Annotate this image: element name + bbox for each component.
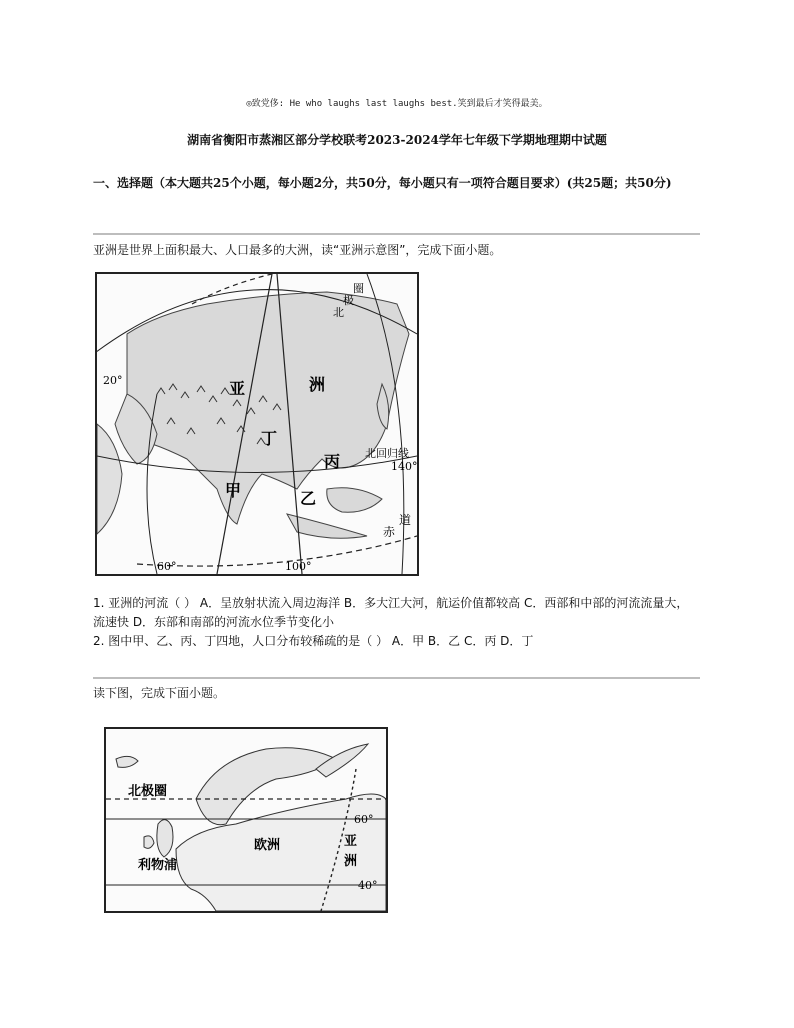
europe-map-graphic bbox=[106, 729, 386, 911]
ireland-landmass bbox=[144, 836, 154, 848]
africa-landmass bbox=[97, 424, 122, 534]
label-arctic-circle: 北极圈 bbox=[128, 784, 168, 799]
label-bing: 丙 bbox=[324, 452, 341, 471]
iceland-landmass bbox=[116, 756, 138, 767]
label-ya: 亚 bbox=[229, 379, 246, 398]
page-title: 湖南省衡阳市蒸湘区部分学校联考2023-2024学年七年级下学期地理期中试题 bbox=[187, 133, 607, 147]
divider bbox=[93, 677, 700, 679]
divider bbox=[93, 233, 700, 235]
lon-140-label: 140° bbox=[391, 460, 417, 473]
europe-map bbox=[104, 727, 388, 913]
group1-intro: 亚洲是世界上面积最大、人口最多的大洲，读“亚洲示意图”，完成下面小题。 bbox=[93, 243, 502, 257]
label-yi: 乙 bbox=[300, 489, 317, 508]
question-1: 1. 亚洲的河流（ ） A．呈放射状流入周边海洋 B．多大江大河，航运价值都较高 C．西部和中部的河流流量大，流速快 D．东部和南部的河流水位季节变化小 bbox=[93, 596, 689, 629]
header-motto: ◎致党侈: He who laughs last laughs best.笑到最后才笑得最美。 bbox=[246, 99, 548, 109]
section-heading: 一、选择题（本大题共25个小题，每小题2分，共50分，每小题只有一项符合题目要求）(共25题；共50分) bbox=[93, 176, 672, 190]
question-2: 2. 图中甲、乙、丙、丁四地，人口分布较稀疏的是（ ） A．甲 B．乙 C．丙 D．丁 bbox=[93, 634, 534, 648]
label-quan: 圈 bbox=[353, 282, 364, 295]
label-zhou: 洲 bbox=[309, 375, 326, 394]
lon-100-label: 100° bbox=[285, 560, 312, 573]
lat-60-label: 60° bbox=[354, 813, 374, 826]
lat-20-label: 20° bbox=[103, 374, 123, 387]
lat-40-label: 40° bbox=[358, 879, 378, 892]
label-dao: 道 bbox=[399, 513, 412, 527]
label-ding: 丁 bbox=[261, 429, 278, 448]
label-asia-ya: 亚 bbox=[344, 834, 358, 849]
britain-landmass bbox=[157, 820, 173, 857]
label-bei: 北 bbox=[333, 306, 344, 319]
label-asia-zhou: 洲 bbox=[344, 854, 358, 869]
lon-60-label: 60° bbox=[157, 560, 177, 573]
group2-intro: 读下图，完成下面小题。 bbox=[93, 686, 226, 700]
asia-map-graphic bbox=[97, 274, 417, 574]
label-europe: 欧洲 bbox=[254, 838, 281, 853]
label-liverpool: 利物浦 bbox=[138, 858, 178, 873]
asia-landmass bbox=[127, 292, 409, 524]
label-tropic: 北回归线 bbox=[365, 447, 409, 460]
label-ji: 极 bbox=[343, 294, 354, 307]
asia-map bbox=[95, 272, 419, 576]
label-chi: 赤 bbox=[383, 525, 396, 539]
islands-landmass bbox=[327, 488, 382, 512]
label-jia: 甲 bbox=[225, 481, 242, 500]
